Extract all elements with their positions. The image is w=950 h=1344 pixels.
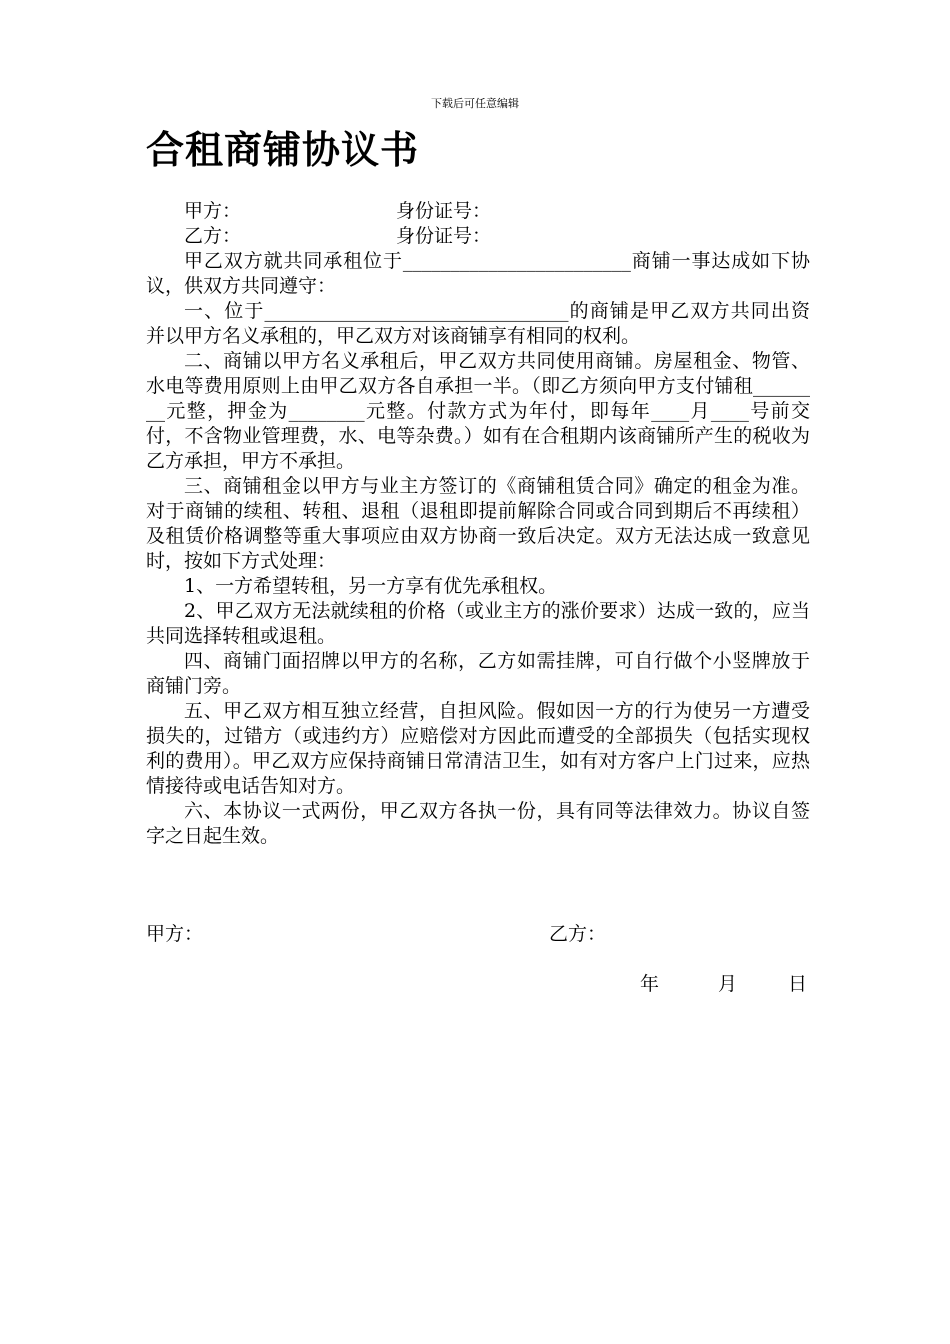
paragraph-clause-6: 六、本协议一式两份，甲乙双方各执一份，具有同等法律效力。协议自签字之日起生效。 xyxy=(146,800,810,847)
paragraph-intro: 甲乙双方就共同承租位于________________________商铺一事达成如下协议，供双方共同遵守： xyxy=(146,250,810,297)
paragraph-clause-5: 五、甲乙双方相互独立经营，自担风险。假如因一方的行为使另一方遭受损失的，过错方（或违约方）应赔偿对方因此而遭受的全部损失（包括实现权利的费用）。甲乙双方应保持商铺日常清洁卫生，如有对方客户上门过来，应热情接待或电话告知对方。 xyxy=(146,700,810,797)
paragraph-clause-3-item-1: 1、一方希望转租，另一方享有优先承租权。 xyxy=(184,575,558,597)
paragraph-clause-1: 一、位于________________________________的商铺是甲乙双方共同出资并以甲方名义承租的，甲乙双方对该商铺享有相同的权利。 xyxy=(146,300,810,347)
signature-party-b: 乙方： xyxy=(549,923,607,945)
party-a-id-label: 身份证号： xyxy=(396,200,492,222)
paragraph-clause-3-item-2: 2、甲乙双方无法就续租的价格（或业主方的涨价要求）达成一致的，应当共同选择转租或退租。 xyxy=(146,600,810,647)
document-title: 合租商铺协议书 xyxy=(146,128,420,172)
paragraph-clause-2: 二、商铺以甲方名义承租后，甲乙双方共同使用商铺。房屋租金、物管、水电等费用原则上由甲乙双方各自承担一半。（即乙方须向甲方支付铺租________元整，押金为________元整。付款方式为年付，即每年____月____号前交付，不含物业管理费，水、电等杂费。）如有在合租期内该商铺所产生的税收为乙方承担，甲方不承担。 xyxy=(146,350,810,472)
signature-party-a: 甲方： xyxy=(146,923,204,945)
party-b-line xyxy=(146,224,810,249)
paragraph-clause-4: 四、商铺门面招牌以甲方的名称，乙方如需挂牌，可自行做个小竖牌放于商铺门旁。 xyxy=(146,650,810,697)
party-a-line xyxy=(146,199,810,224)
date-month-label: 月 xyxy=(718,973,738,995)
signature-date xyxy=(640,972,807,997)
header-note: 下载后可任意编辑 xyxy=(431,97,519,110)
party-b-label: 乙方： xyxy=(184,225,242,247)
party-b-id-label: 身份证号： xyxy=(396,225,492,247)
document-body xyxy=(146,199,810,849)
date-year-label: 年 xyxy=(640,973,660,995)
date-day-label: 日 xyxy=(788,973,808,995)
paragraph-clause-3: 三、商铺租金以甲方与业主方签订的《商铺租赁合同》确定的租金为准。对于商铺的续租、转租、退租（退租即提前解除合同或合同到期后不再续租）及租赁价格调整等重大事项应由双方协商一致后决定。双方无法达成一致意见时，按如下方式处理： xyxy=(146,475,810,572)
party-a-label: 甲方： xyxy=(184,200,242,222)
